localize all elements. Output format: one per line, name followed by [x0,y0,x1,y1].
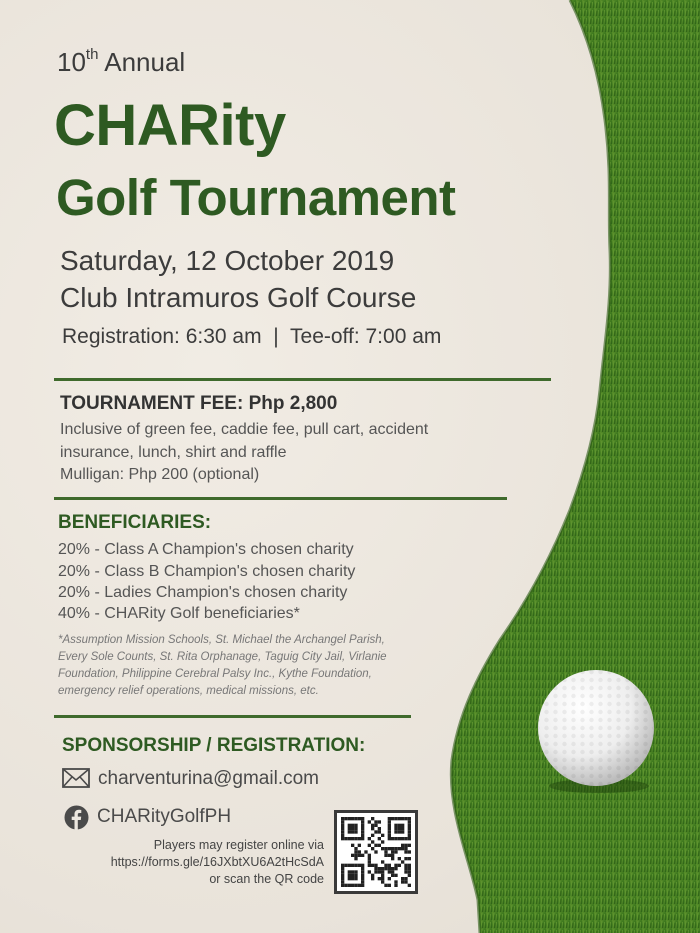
qr-module [394,837,397,840]
qr-module [371,834,374,837]
footnote-line: *Assumption Mission Schools, St. Michael the Archangel Parish, [58,634,385,646]
qr-module [378,837,381,840]
qr-module [404,864,407,867]
qr-module [384,884,387,887]
qr-module [344,837,347,840]
qr-module [394,817,397,820]
qr-module [351,844,354,847]
qr-module [348,864,351,867]
mulligan-fee: Mulligan: Php 200 (optional) [60,466,260,483]
qr-module [351,877,354,880]
qr-module [341,824,344,827]
title-line-2: Golf Tournament [56,169,456,226]
qr-module [361,827,364,830]
qr-module [371,877,374,880]
qr-module [358,850,361,853]
qr-module [378,820,381,823]
qr-module [408,857,411,860]
qr-module [398,864,401,867]
qr-module [391,837,394,840]
qr-module [384,850,387,853]
qr-module [354,877,357,880]
qr-module [354,857,357,860]
event-schedule: Registration: 6:30 am | Tee-off: 7:00 am [62,325,442,348]
qr-module [394,880,397,883]
beneficiary-item: 20% - Class A Champion's chosen charity [58,541,354,558]
qr-module [361,820,364,823]
qr-module [368,837,371,840]
qr-module [398,817,401,820]
facebook-handle[interactable]: CHARityGolfPH [97,806,232,827]
qr-module [361,867,364,870]
qr-module [398,830,401,833]
qr-module [364,850,367,853]
qr-module [408,817,411,820]
qr-module [374,830,377,833]
qr-module [341,870,344,873]
qr-module [381,880,384,883]
edition-word: Annual [104,47,186,77]
qr-code[interactable] [334,810,418,894]
qr-module [408,844,411,847]
qr-module [351,864,354,867]
fee-line-2: insurance, lunch, shirt and raffle [60,444,287,461]
qr-module [408,834,411,837]
qr-module [404,877,407,880]
qr-module [404,857,407,860]
qr-module [381,847,384,850]
qr-module [391,847,394,850]
qr-module [401,830,404,833]
qr-module [351,827,354,830]
qr-module [361,830,364,833]
qr-module [404,817,407,820]
qr-module [341,837,344,840]
qr-code-pattern [337,813,415,891]
qr-module [408,820,411,823]
qr-module [391,874,394,877]
qr-module [368,854,371,857]
qr-module [381,867,384,870]
qr-module [401,817,404,820]
qr-module [408,827,411,830]
qr-module [401,880,404,883]
qr-module [341,820,344,823]
qr-module [361,880,364,883]
qr-module [344,864,347,867]
qr-module [384,847,387,850]
qr-module [351,870,354,873]
qr-module [388,847,391,850]
qr-module [351,817,354,820]
qr-module [388,864,391,867]
qr-module [384,854,387,857]
qr-module [348,877,351,880]
qr-module [394,847,397,850]
qr-module [404,844,407,847]
register-url[interactable]: https://forms.gle/16JXbtXU6A2tHcSdA [110,855,324,869]
qr-module [341,867,344,870]
qr-module [401,847,404,850]
fee-heading: TOURNAMENT FEE: Php 2,800 [60,393,338,414]
qr-module [341,880,344,883]
qr-module [341,864,344,867]
qr-module [401,824,404,827]
qr-module [354,874,357,877]
sponsorship-heading: SPONSORSHIP / REGISTRATION: [62,735,366,756]
qr-module [361,824,364,827]
golf-ball-image [533,668,659,794]
qr-module [354,884,357,887]
qr-module [391,870,394,873]
qr-module [378,877,381,880]
qr-module [374,850,377,853]
qr-module [358,844,361,847]
qr-module [408,867,411,870]
qr-module [368,870,371,873]
qr-module [391,850,394,853]
qr-module [341,817,344,820]
qr-module [401,837,404,840]
qr-module [374,824,377,827]
qr-module [388,867,391,870]
qr-module [408,850,411,853]
qr-module [398,824,401,827]
qr-module [404,850,407,853]
qr-module [394,884,397,887]
qr-module [361,874,364,877]
qr-module [404,847,407,850]
qr-module [368,864,371,867]
qr-module [378,827,381,830]
qr-module [388,870,391,873]
register-line-3: or scan the QR code [209,872,324,886]
qr-module [348,817,351,820]
qr-module [394,874,397,877]
qr-module [401,877,404,880]
qr-module [408,884,411,887]
qr-module [381,840,384,843]
qr-module [344,817,347,820]
qr-module [388,824,391,827]
event-date: Saturday, 12 October 2019 [60,245,395,276]
qr-module [348,827,351,830]
qr-module [344,884,347,887]
qr-module [351,824,354,827]
qr-module [348,874,351,877]
qr-module [368,844,371,847]
qr-module [388,827,391,830]
qr-module [394,850,397,853]
qr-module [348,884,351,887]
qr-module [398,847,401,850]
qr-module [358,864,361,867]
edition-label [57,47,185,78]
qr-module [381,870,384,873]
qr-module [378,867,381,870]
qr-module [354,824,357,827]
beneficiary-item: 20% - Ladies Champion's chosen charity [58,584,348,601]
qr-module [408,864,411,867]
qr-module [361,834,364,837]
qr-module [374,870,377,873]
qr-module [391,867,394,870]
qr-module [348,824,351,827]
qr-module [374,820,377,823]
qr-module [358,884,361,887]
divider-3 [54,715,411,718]
footnote-line: emergency relief operations, medical missions, etc. [58,685,319,697]
qr-module [371,817,374,820]
qr-module [408,830,411,833]
qr-module [401,827,404,830]
qr-module [358,854,361,857]
qr-module [394,867,397,870]
qr-module [371,874,374,877]
qr-module [354,850,357,853]
qr-module [404,837,407,840]
qr-module [351,837,354,840]
event-venue: Club Intramuros Golf Course [60,282,417,313]
qr-module [348,830,351,833]
qr-module [391,857,394,860]
qr-module [388,817,391,820]
qr-module [361,817,364,820]
qr-module [381,874,384,877]
qr-module [374,844,377,847]
qr-module [371,840,374,843]
divider-1 [54,378,551,381]
contact-email[interactable]: charventurina@gmail.com [98,768,319,789]
qr-module [368,820,371,823]
qr-module [354,847,357,850]
qr-module [381,834,384,837]
qr-module [361,864,364,867]
edition-number: 10 [57,47,86,77]
qr-module [408,870,411,873]
qr-module [358,837,361,840]
qr-module [341,874,344,877]
qr-module [401,844,404,847]
qr-module [408,837,411,840]
qr-module [354,830,357,833]
qr-module [354,827,357,830]
qr-module [388,877,391,880]
qr-module [354,854,357,857]
qr-module [354,837,357,840]
qr-module [351,830,354,833]
qr-module [351,854,354,857]
qr-module [381,860,384,863]
qr-module [394,824,397,827]
qr-module [378,844,381,847]
qr-module [371,824,374,827]
qr-module [361,884,364,887]
qr-module [354,870,357,873]
qr-module [354,864,357,867]
qr-module [394,827,397,830]
qr-module [358,817,361,820]
qr-module [391,817,394,820]
qr-module [394,830,397,833]
qr-module [388,834,391,837]
qr-module [381,877,384,880]
qr-module [388,884,391,887]
qr-module [374,864,377,867]
qr-module [388,854,391,857]
qr-module [341,834,344,837]
qr-module [341,827,344,830]
qr-module [371,864,374,867]
title-line-1: CHARity [54,93,286,158]
qr-module [348,870,351,873]
qr-module [404,880,407,883]
qr-module [391,854,394,857]
edition-suffix: th [85,46,99,64]
qr-module [401,860,404,863]
qr-module [388,830,391,833]
qr-module [404,870,407,873]
qr-module [341,884,344,887]
qr-module [378,870,381,873]
qr-module [351,874,354,877]
qr-module [341,830,344,833]
divider-2 [54,497,507,500]
email-icon [62,768,90,788]
qr-module [384,864,387,867]
qr-module [384,867,387,870]
qr-module [361,870,364,873]
qr-module [371,827,374,830]
footnote-line: Every Sole Counts, St. Rita Orphanage, Taguig City Jail, Virlanie [58,651,387,663]
qr-module [371,847,374,850]
qr-module [361,877,364,880]
beneficiaries-heading: BENEFICIARIES: [58,512,212,533]
qr-module [351,884,354,887]
qr-module [404,867,407,870]
footnote-line: Foundation, Philippine Cerebral Palsy Inc., Kythe Foundation, [58,668,372,680]
qr-module [398,827,401,830]
qr-module [388,820,391,823]
qr-module [408,824,411,827]
qr-module [398,837,401,840]
facebook-icon [64,805,89,830]
qr-module [408,874,411,877]
fee-line-1: Inclusive of green fee, caddie fee, pull cart, accident [60,421,429,438]
qr-module [348,837,351,840]
qr-module [361,837,364,840]
qr-module [394,864,397,867]
qr-module [388,837,391,840]
qr-module [354,817,357,820]
beneficiary-item: 20% - Class B Champion's chosen charity [58,563,356,580]
qr-module [368,860,371,863]
register-line-1: Players may register online via [153,838,324,852]
qr-module [361,854,364,857]
qr-module [341,877,344,880]
qr-module [398,857,401,860]
qr-module [374,867,377,870]
beneficiary-item: 40% - CHARity Golf beneficiaries* [58,605,300,622]
qr-module [368,857,371,860]
qr-module [378,830,381,833]
